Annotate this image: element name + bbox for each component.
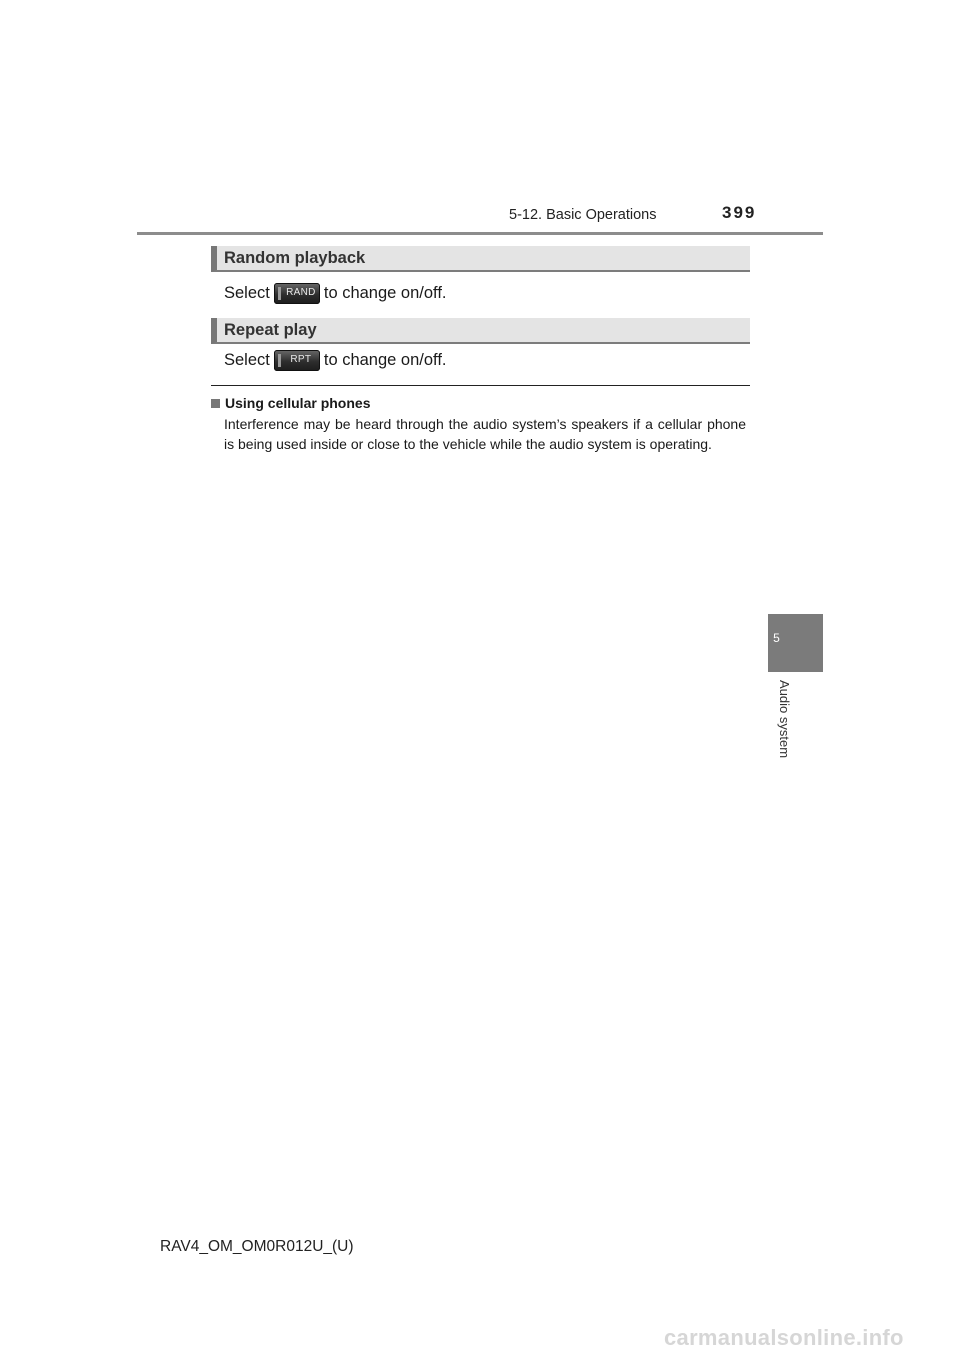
header-section-title: 5-12. Basic Operations <box>509 207 657 223</box>
random-change-text: to change on/off. <box>323 284 447 302</box>
square-bullet-icon <box>211 399 220 408</box>
random-select-text: Select <box>224 284 270 302</box>
repeat-play-instruction <box>224 350 447 371</box>
rpt-button-label: RPT <box>290 354 312 365</box>
rpt-button-icon <box>274 350 320 371</box>
repeat-play-heading-text: Repeat play <box>224 321 317 339</box>
footer-doc-id: RAV4_OM_OM0R012U_(U) <box>160 1238 354 1255</box>
chapter-tab <box>768 614 823 672</box>
random-playback-heading-text: Random playback <box>224 249 366 267</box>
repeat-select-text: Select <box>224 351 270 369</box>
rand-indicator <box>278 287 281 300</box>
note-title-text: Using cellular phones <box>225 395 371 411</box>
repeat-change-text: to change on/off. <box>323 351 447 369</box>
random-playback-instruction <box>224 283 447 304</box>
chapter-title: Audio system <box>777 680 792 759</box>
rand-button-icon <box>274 283 320 304</box>
notes-divider <box>211 385 750 386</box>
note-title <box>211 395 370 411</box>
note-body: Interference may be heard through the audio system’s speakers if a cellular phone is being used inside or close to the vehicle while the audio system is operating. <box>224 416 746 452</box>
random-playback-heading <box>211 246 750 272</box>
watermark-text: carmanualsonline.info <box>664 1325 904 1350</box>
repeat-play-heading <box>211 318 750 344</box>
header-divider <box>137 232 823 235</box>
chapter-number: 5 <box>773 631 780 645</box>
rand-button-label: RAND <box>286 287 316 298</box>
rpt-indicator <box>278 354 281 367</box>
page-number: 399 <box>722 203 757 222</box>
